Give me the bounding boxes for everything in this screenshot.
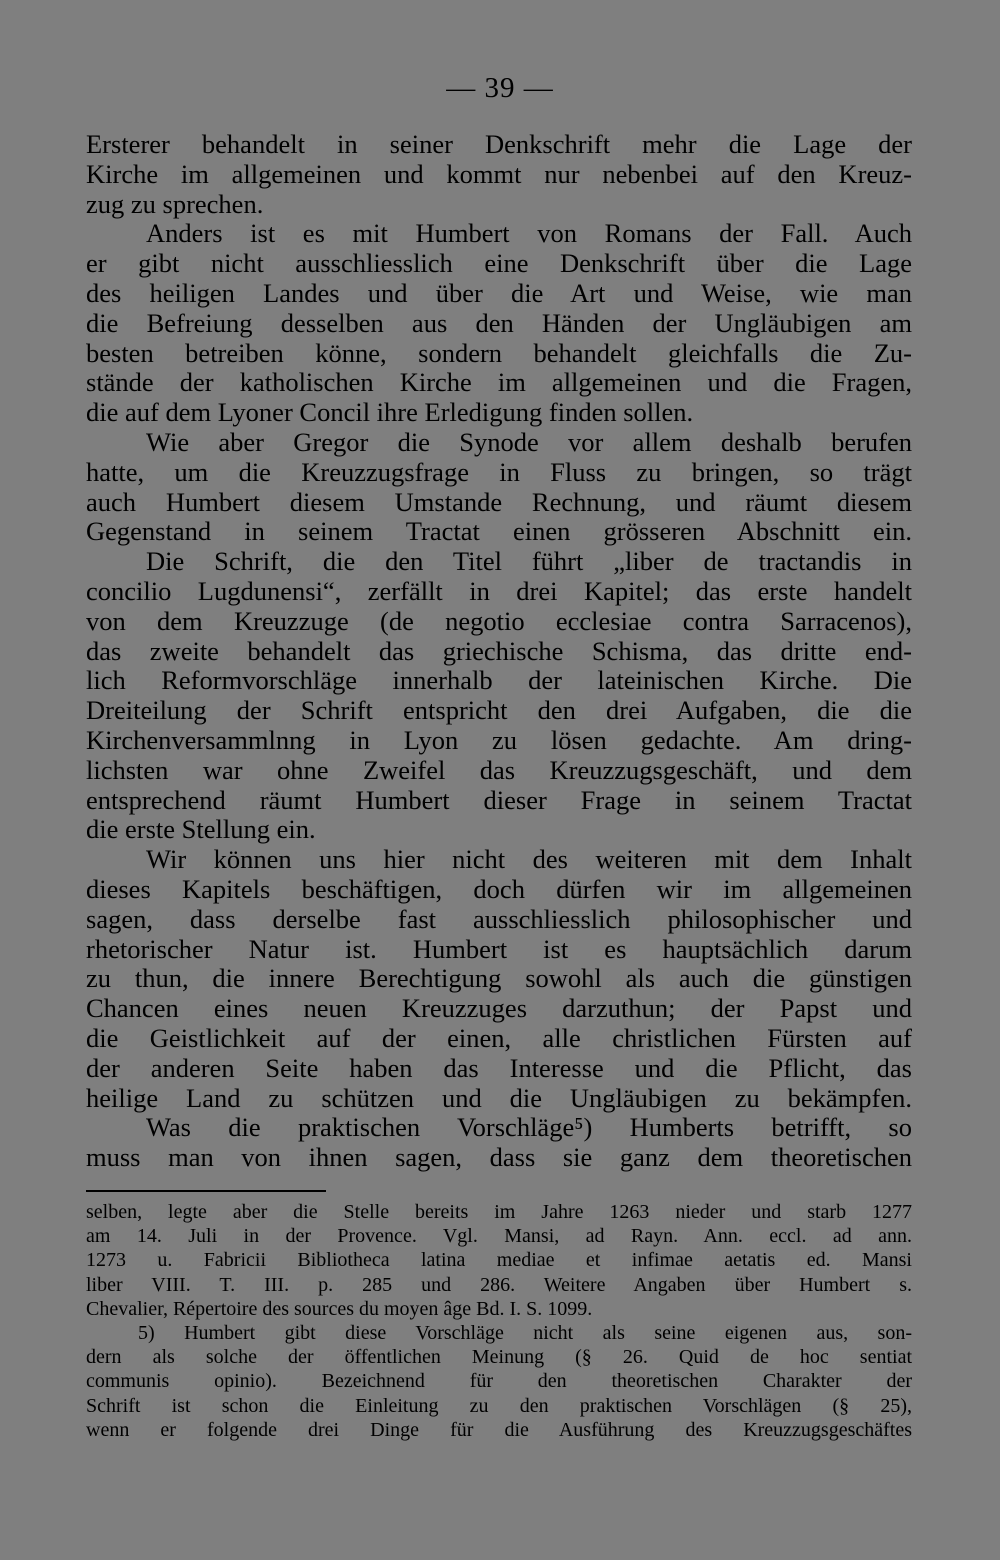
page-number: — 39 —	[446, 72, 554, 104]
text-line: die erste Stellung ein.	[86, 814, 316, 845]
footnote-line: 5) Humbert gibt diese Vorschläge nicht als seine eigenen aus, son-	[138, 1321, 912, 1344]
footnote-separator	[86, 1190, 326, 1192]
footnote-line: wenn er folgende drei Dinge für die Ausführung des Kreuzzugsgeschäftes	[86, 1418, 912, 1441]
text-line: Gegenstand in seinem Tractat einen grösseren Abschnitt ein.	[86, 516, 912, 547]
text-line: Kirchenversammlnng in Lyon zu lösen gedachte. Am dring-	[86, 724, 912, 755]
footnote-line: liber VIII. T. III. p. 285 und 286. Weitere Angaben über Humbert s.	[86, 1273, 912, 1296]
text-line: lichsten war ohne Zweifel das Kreuzzugsgeschäft, und dem	[86, 754, 912, 785]
text-line: Chancen eines neuen Kreuzzuges darzuthun; der Papst und	[86, 993, 912, 1024]
footnote-line: 1273 u. Fabricii Bibliotheca latina mediae et infimae aetatis ed. Mansi	[86, 1249, 912, 1272]
text-line: zu thun, die innere Berechtigung sowohl als auch die günstigen	[86, 963, 912, 994]
text-line: des heiligen Landes und über die Art und Weise, wie man	[86, 277, 912, 308]
text-line: zug zu sprechen.	[86, 188, 264, 219]
text-line: der anderen Seite haben das Interesse und die Pflicht, das	[86, 1052, 912, 1083]
text-line: besten betreiben könne, sondern behandelt gleichfalls die Zu-	[86, 337, 912, 368]
text-line: entsprechend räumt Humbert dieser Frage in seinem Tractat	[86, 784, 912, 815]
text-line: Wie aber Gregor die Synode vor allem deshalb berufen	[146, 426, 912, 457]
footnote-line: am 14. Juli in der Provence. Vgl. Mansi, ad Rayn. Ann. eccl. ad ann.	[86, 1225, 912, 1248]
text-line: Dreiteilung der Schrift entspricht den drei Aufgaben, die die	[86, 695, 912, 726]
text-line: Kirche im allgemeinen und kommt nur nebenbei auf den Kreuz-	[86, 158, 912, 189]
footnotes	[86, 1200, 912, 1442]
text-line: dieses Kapitels beschäftigen, doch dürfen wir im allgemeinen	[86, 873, 912, 904]
text-line: concilio Lugdunensi“, zerfällt in drei Kapitel; das erste handelt	[86, 575, 912, 606]
text-line: muss man von ihnen sagen, dass sie ganz dem theoretischen	[86, 1142, 912, 1173]
text-line: stände der katholischen Kirche im allgemeinen und die Fragen,	[86, 367, 912, 398]
footnote-line: dern als solche der öffentlichen Meinung (§ 26. Quid de hoc sentiat	[86, 1346, 912, 1369]
text-line: auch Humbert diesem Umstande Rechnung, und räumt diesem	[86, 486, 912, 517]
text-line: rhetorischer Natur ist. Humbert ist es hauptsächlich darum	[86, 933, 912, 964]
text-line: Die Schrift, die den Titel führt „liber de tractandis in	[146, 546, 912, 577]
footnote-line: communis opinio). Bezeichnend für den theoretischen Charakter der	[86, 1370, 912, 1393]
body-text	[86, 130, 912, 1173]
text-line: lich Reformvorschläge innerhalb der lateinischen Kirche. Die	[86, 665, 912, 696]
text-line: heilige Land zu schützen und die Ungläubigen zu bekämpfen.	[86, 1082, 912, 1113]
text-line: sagen, dass derselbe fast ausschliesslich philosophischer und	[86, 903, 912, 934]
text-line: von dem Kreuzzuge (de negotio ecclesiae contra Sarracenos),	[86, 605, 912, 636]
text-line: die Befreiung desselben aus den Händen der Ungläubigen am	[86, 307, 912, 338]
text-line: hatte, um die Kreuzzugsfrage in Fluss zu bringen, so trägt	[86, 456, 912, 487]
text-line: Anders ist es mit Humbert von Romans der Fall. Auch	[146, 218, 912, 249]
footnote-line: Schrift ist schon die Einleitung zu den praktischen Vorschlägen (§ 25),	[86, 1394, 912, 1417]
text-line: die auf dem Lyoner Concil ihre Erledigung finden sollen.	[86, 397, 694, 428]
text-line: Wir können uns hier nicht des weiteren mit dem Inhalt	[146, 844, 912, 875]
text-line: das zweite behandelt das griechische Schisma, das dritte end-	[86, 635, 912, 666]
footnote-line: selben, legte aber die Stelle bereits im Jahre 1263 nieder und starb 1277	[86, 1201, 912, 1223]
text-line: die Geistlichkeit auf der einen, alle christlichen Fürsten auf	[86, 1022, 912, 1053]
footnote-line: Chevalier, Répertoire des sources du moyen âge Bd. I. S. 1099.	[86, 1297, 593, 1320]
text-line: Ersterer behandelt in seiner Denkschrift mehr die Lage der	[86, 129, 912, 159]
text-line: er gibt nicht ausschliesslich eine Denkschrift über die Lage	[86, 248, 912, 279]
text-line: Was die praktischen Vorschläge⁵) Humberts betrifft, so	[146, 1112, 912, 1143]
